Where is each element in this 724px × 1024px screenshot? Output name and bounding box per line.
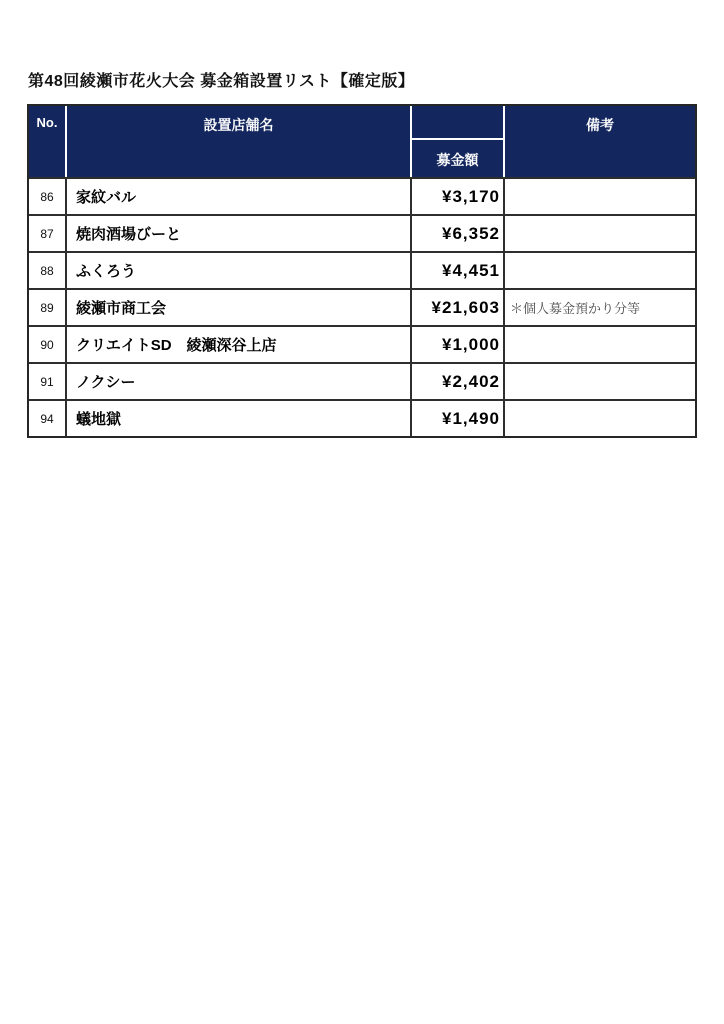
store-name: 綾瀬市商工会 — [67, 288, 412, 325]
donation-amount: ¥4,451 — [412, 251, 505, 288]
donation-amount: ¥1,490 — [412, 399, 505, 436]
row-number: 91 — [29, 362, 67, 399]
page-title: 第48回綾瀬市花火大会 募金箱設置リスト【確定版】 — [28, 73, 415, 90]
column-header-no: No. — [29, 106, 67, 177]
row-number: 94 — [29, 399, 67, 436]
table-body — [29, 177, 695, 436]
row-number: 90 — [29, 325, 67, 362]
store-name: 家紋バル — [67, 177, 412, 214]
column-header-remarks: 備考 — [505, 106, 695, 177]
table-row — [29, 177, 695, 214]
remark-text — [505, 214, 695, 251]
table-row — [29, 399, 695, 436]
row-number: 87 — [29, 214, 67, 251]
store-name: 蟻地獄 — [67, 399, 412, 436]
row-number: 89 — [29, 288, 67, 325]
remark-text — [505, 251, 695, 288]
table-row — [29, 251, 695, 288]
table-row — [29, 362, 695, 399]
donation-box-table — [27, 104, 697, 438]
table-header — [29, 106, 695, 177]
table-row — [29, 288, 695, 325]
remark-text: ＊個人募金預かり分等 — [505, 288, 695, 325]
row-number: 88 — [29, 251, 67, 288]
store-name: クリエイトSD 綾瀬深谷上店 — [67, 325, 412, 362]
row-number: 86 — [29, 177, 67, 214]
remark-text — [505, 399, 695, 436]
table-row — [29, 325, 695, 362]
donation-amount: ¥3,170 — [412, 177, 505, 214]
column-header-amount-spacer — [412, 106, 505, 140]
remark-text — [505, 177, 695, 214]
column-header-store-name: 設置店舗名 — [67, 106, 412, 177]
donation-amount: ¥21,603 — [412, 288, 505, 325]
remark-text — [505, 362, 695, 399]
store-name: ふくろう — [67, 251, 412, 288]
donation-amount: ¥6,352 — [412, 214, 505, 251]
store-name: ノクシー — [67, 362, 412, 399]
table-row — [29, 214, 695, 251]
store-name: 焼肉酒場びーと — [67, 214, 412, 251]
donation-amount: ¥1,000 — [412, 325, 505, 362]
donation-amount: ¥2,402 — [412, 362, 505, 399]
column-header-amount: 募金額 — [412, 140, 505, 177]
remark-text — [505, 325, 695, 362]
